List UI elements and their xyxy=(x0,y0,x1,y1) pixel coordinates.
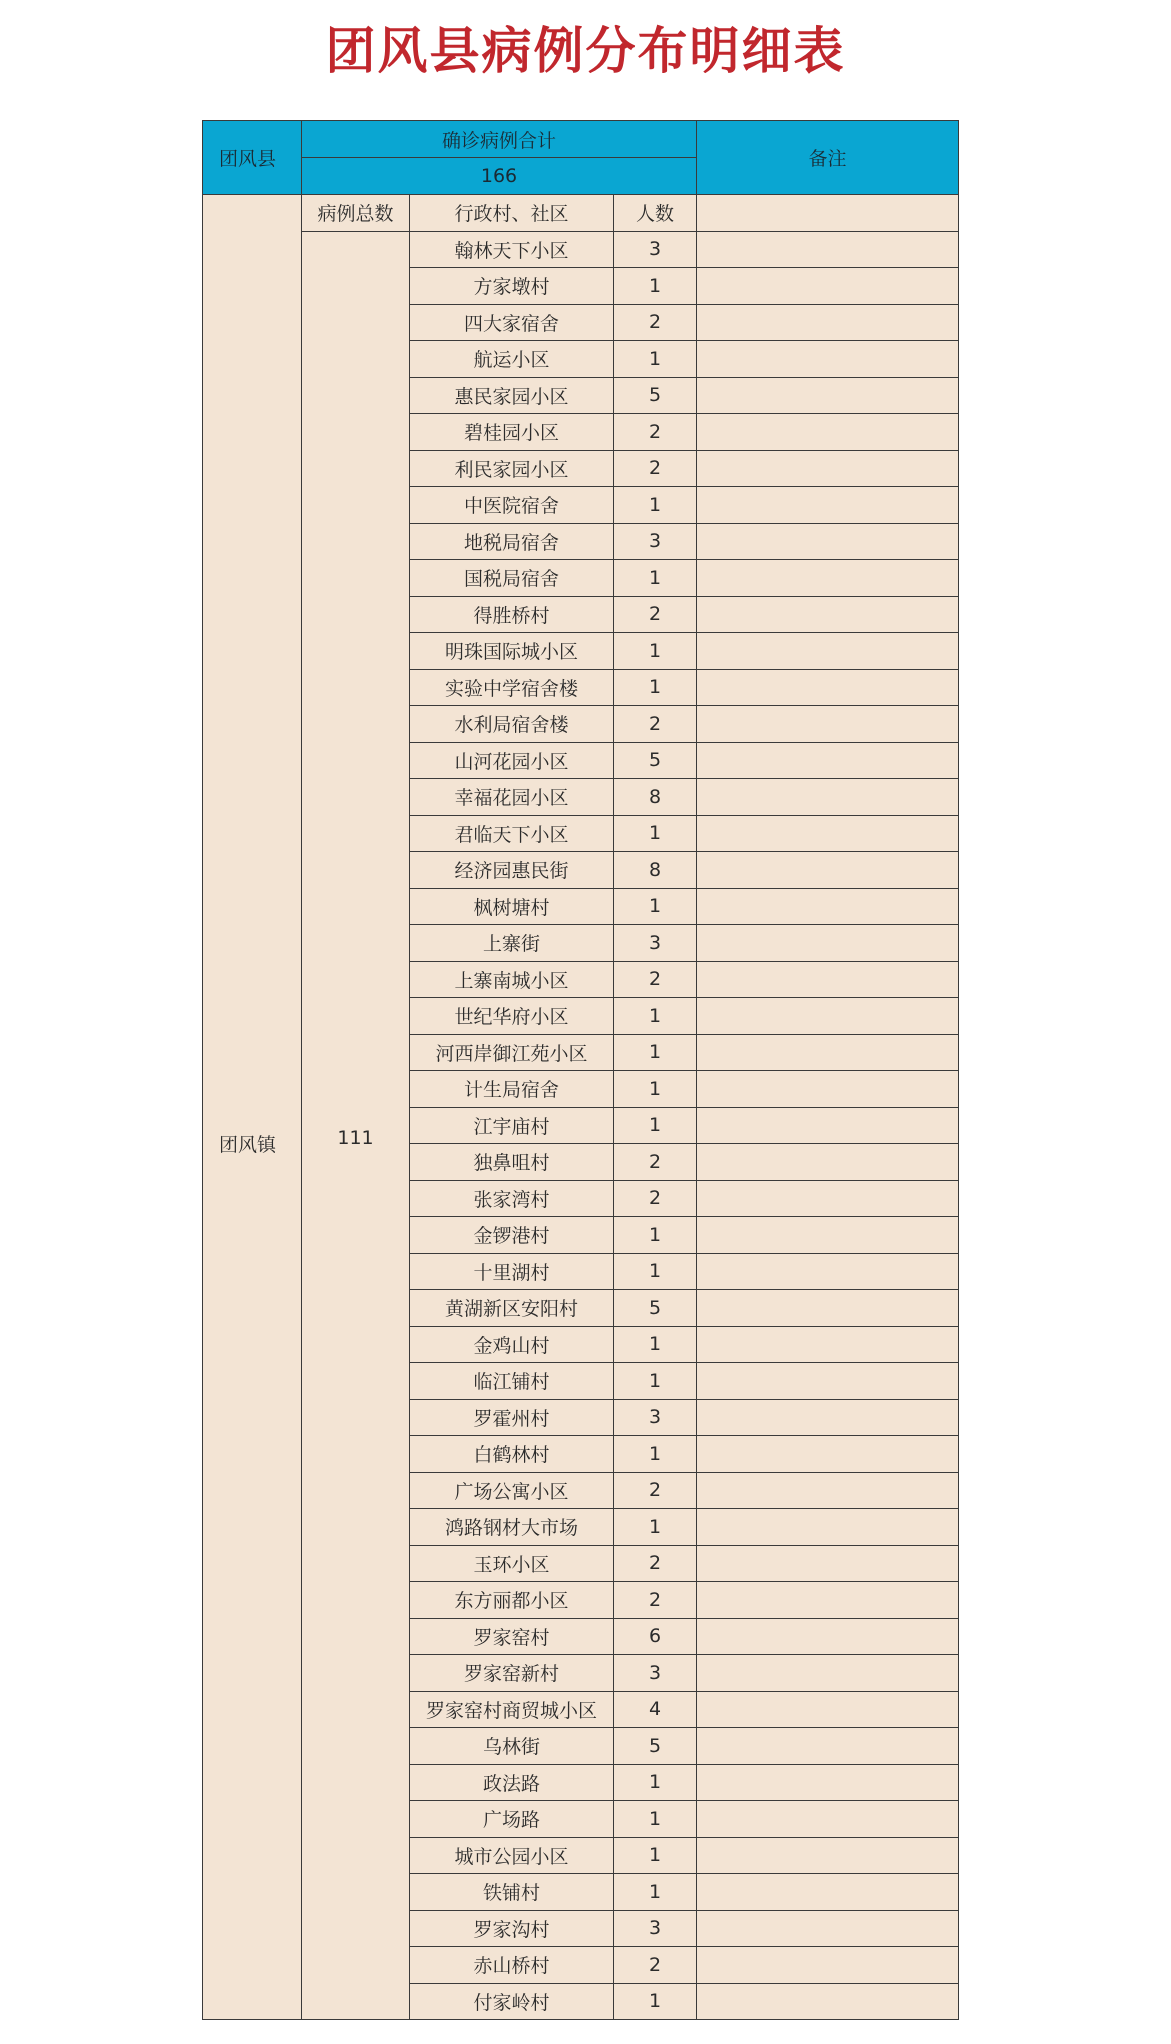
case-count: 5 xyxy=(614,1728,697,1765)
community-name: 国税局宿舍 xyxy=(410,560,614,597)
town-name: 团风镇 xyxy=(219,1134,277,1156)
town-cell xyxy=(203,195,302,2020)
case-count: 1 xyxy=(614,560,697,597)
case-count: 8 xyxy=(614,779,697,816)
case-count: 1 xyxy=(614,1217,697,1254)
remarks-cell xyxy=(697,231,959,268)
case-count: 1 xyxy=(614,1107,697,1144)
community-name: 罗家窑村商贸城小区 xyxy=(410,1691,614,1728)
community-name: 十里湖村 xyxy=(410,1253,614,1290)
community-name: 乌林街 xyxy=(410,1728,614,1765)
remarks-cell xyxy=(697,1582,959,1619)
community-name: 明珠国际城小区 xyxy=(410,633,614,670)
case-count: 3 xyxy=(614,231,697,268)
remarks-header: 备注 xyxy=(697,121,959,195)
case-count: 2 xyxy=(614,706,697,743)
remarks-cell xyxy=(697,706,959,743)
remarks-cell xyxy=(697,633,959,670)
community-name: 黄湖新区安阳村 xyxy=(410,1290,614,1327)
case-count: 1 xyxy=(614,1363,697,1400)
case-count: 2 xyxy=(614,596,697,633)
case-count: 6 xyxy=(614,1618,697,1655)
community-name: 经济园惠民街 xyxy=(410,852,614,889)
remarks-cell xyxy=(697,487,959,524)
remarks-cell xyxy=(697,1545,959,1582)
case-count: 2 xyxy=(614,450,697,487)
page-title: 团风县病例分布明细表 xyxy=(325,22,846,80)
community-name: 独鼻咀村 xyxy=(410,1144,614,1181)
case-count: 5 xyxy=(614,377,697,414)
remarks-cell xyxy=(697,596,959,633)
remarks-cell xyxy=(697,1034,959,1071)
remarks-cell xyxy=(697,414,959,451)
community-name: 枫树塘村 xyxy=(410,888,614,925)
community-name: 幸福花园小区 xyxy=(410,779,614,816)
town-total-value: 111 xyxy=(337,1126,374,1149)
remarks-cell xyxy=(697,1107,959,1144)
community-name: 君临天下小区 xyxy=(410,815,614,852)
case-count: 3 xyxy=(614,1910,697,1947)
confirmed-total-value: 166 xyxy=(302,158,697,195)
case-count: 1 xyxy=(614,1436,697,1473)
remarks-cell xyxy=(697,1290,959,1327)
remarks-cell xyxy=(697,961,959,998)
remarks-cell xyxy=(697,1801,959,1838)
case-count: 4 xyxy=(614,1691,697,1728)
community-name: 鸿路钢材大市场 xyxy=(410,1509,614,1546)
remarks-cell xyxy=(697,341,959,378)
community-name: 政法路 xyxy=(410,1764,614,1801)
remarks-cell xyxy=(697,852,959,889)
table-row xyxy=(203,231,959,268)
community-name: 中医院宿舍 xyxy=(410,487,614,524)
remarks-cell xyxy=(697,1764,959,1801)
case-count: 2 xyxy=(614,414,697,451)
case-count: 1 xyxy=(614,268,697,305)
community-name: 罗霍州村 xyxy=(410,1399,614,1436)
community-name: 惠民家园小区 xyxy=(410,377,614,414)
community-name: 河西岸御江苑小区 xyxy=(410,1034,614,1071)
community-name: 玉环小区 xyxy=(410,1545,614,1582)
case-count: 2 xyxy=(614,1180,697,1217)
town-total-cell xyxy=(302,231,410,2020)
case-count: 1 xyxy=(614,633,697,670)
remarks-cell xyxy=(697,1728,959,1765)
community-name: 世纪华府小区 xyxy=(410,998,614,1035)
remarks-cell xyxy=(697,1618,959,1655)
community-name: 罗家窑村 xyxy=(410,1618,614,1655)
case-count: 5 xyxy=(614,1290,697,1327)
remarks-cell xyxy=(697,1947,959,1984)
remarks-cell xyxy=(697,1983,959,2020)
remarks-cell xyxy=(697,560,959,597)
community-name: 江宇庙村 xyxy=(410,1107,614,1144)
case-count: 1 xyxy=(614,888,697,925)
remarks-cell xyxy=(697,1253,959,1290)
community-name: 四大家宿舍 xyxy=(410,304,614,341)
case-count: 1 xyxy=(614,1509,697,1546)
community-name: 水利局宿舍楼 xyxy=(410,706,614,743)
community-name: 金锣港村 xyxy=(410,1217,614,1254)
remarks-cell xyxy=(697,377,959,414)
community-name: 城市公园小区 xyxy=(410,1837,614,1874)
community-name: 上寨街 xyxy=(410,925,614,962)
remarks-cell xyxy=(697,1691,959,1728)
remarks-cell xyxy=(697,523,959,560)
community-name: 金鸡山村 xyxy=(410,1326,614,1363)
community-name: 付家岭村 xyxy=(410,1983,614,2020)
remarks-cell xyxy=(697,1144,959,1181)
total-label: 病例总数 xyxy=(302,195,410,232)
remarks-cell xyxy=(697,1436,959,1473)
case-count: 1 xyxy=(614,669,697,706)
county-header: 团风县 xyxy=(203,121,302,195)
community-name: 上寨南城小区 xyxy=(410,961,614,998)
community-name: 罗家窑新村 xyxy=(410,1655,614,1692)
remarks-cell xyxy=(697,1217,959,1254)
case-count: 2 xyxy=(614,1582,697,1619)
remarks-cell xyxy=(697,998,959,1035)
community-name: 广场路 xyxy=(410,1801,614,1838)
community-name: 赤山桥村 xyxy=(410,1947,614,1984)
case-count: 2 xyxy=(614,1545,697,1582)
case-count: 1 xyxy=(614,1837,697,1874)
case-count: 1 xyxy=(614,341,697,378)
community-name: 实验中学宿舍楼 xyxy=(410,669,614,706)
community-name: 广场公寓小区 xyxy=(410,1472,614,1509)
case-count: 3 xyxy=(614,523,697,560)
remarks-cell xyxy=(697,779,959,816)
remarks-cell xyxy=(697,1071,959,1108)
remarks-cell xyxy=(697,1837,959,1874)
remarks-cell xyxy=(697,1910,959,1947)
community-name: 临江铺村 xyxy=(410,1363,614,1400)
case-count: 1 xyxy=(614,1801,697,1838)
case-count: 2 xyxy=(614,304,697,341)
community-name: 方家墩村 xyxy=(410,268,614,305)
community-name: 得胜桥村 xyxy=(410,596,614,633)
community-name: 航运小区 xyxy=(410,341,614,378)
remarks-cell xyxy=(697,742,959,779)
confirmed-total-label: 确诊病例合计 xyxy=(302,121,697,158)
remarks-cell xyxy=(697,1509,959,1546)
community-name: 罗家沟村 xyxy=(410,1910,614,1947)
case-count: 1 xyxy=(614,1326,697,1363)
case-count: 5 xyxy=(614,742,697,779)
case-count: 2 xyxy=(614,1144,697,1181)
remarks-cell xyxy=(697,1472,959,1509)
case-count: 1 xyxy=(614,1983,697,2020)
remarks-cell xyxy=(697,1874,959,1911)
remarks-cell xyxy=(697,195,959,232)
case-count: 2 xyxy=(614,1472,697,1509)
remarks-cell xyxy=(697,1655,959,1692)
case-count: 3 xyxy=(614,1399,697,1436)
community-name: 地税局宿舍 xyxy=(410,523,614,560)
case-count: 3 xyxy=(614,1655,697,1692)
community-name: 碧桂园小区 xyxy=(410,414,614,451)
case-count: 1 xyxy=(614,998,697,1035)
remarks-cell xyxy=(697,888,959,925)
case-count: 2 xyxy=(614,961,697,998)
remarks-cell xyxy=(697,304,959,341)
case-count: 1 xyxy=(614,1764,697,1801)
remarks-cell xyxy=(697,1180,959,1217)
remarks-cell xyxy=(697,925,959,962)
community-name: 计生局宿舍 xyxy=(410,1071,614,1108)
case-count: 1 xyxy=(614,1253,697,1290)
remarks-cell xyxy=(697,1363,959,1400)
case-count: 1 xyxy=(614,1034,697,1071)
case-count: 1 xyxy=(614,815,697,852)
case-count: 3 xyxy=(614,925,697,962)
remarks-cell xyxy=(697,1326,959,1363)
community-name: 山河花园小区 xyxy=(410,742,614,779)
count-col-header: 人数 xyxy=(614,195,697,232)
community-col-header: 行政村、社区 xyxy=(410,195,614,232)
remarks-cell xyxy=(697,268,959,305)
case-count: 8 xyxy=(614,852,697,889)
remarks-cell xyxy=(697,1399,959,1436)
case-count: 1 xyxy=(614,1071,697,1108)
remarks-cell xyxy=(697,815,959,852)
case-count: 2 xyxy=(614,1947,697,1984)
case-count: 1 xyxy=(614,1874,697,1911)
community-name: 铁铺村 xyxy=(410,1874,614,1911)
remarks-cell xyxy=(697,669,959,706)
community-name: 张家湾村 xyxy=(410,1180,614,1217)
remarks-cell xyxy=(697,450,959,487)
community-name: 翰林天下小区 xyxy=(410,231,614,268)
header-row xyxy=(203,121,959,158)
subheader-row xyxy=(203,195,959,232)
community-name: 东方丽都小区 xyxy=(410,1582,614,1619)
case-count: 1 xyxy=(614,487,697,524)
community-name: 白鹤林村 xyxy=(410,1436,614,1473)
case-distribution-table xyxy=(202,120,959,2020)
community-name: 利民家园小区 xyxy=(410,450,614,487)
